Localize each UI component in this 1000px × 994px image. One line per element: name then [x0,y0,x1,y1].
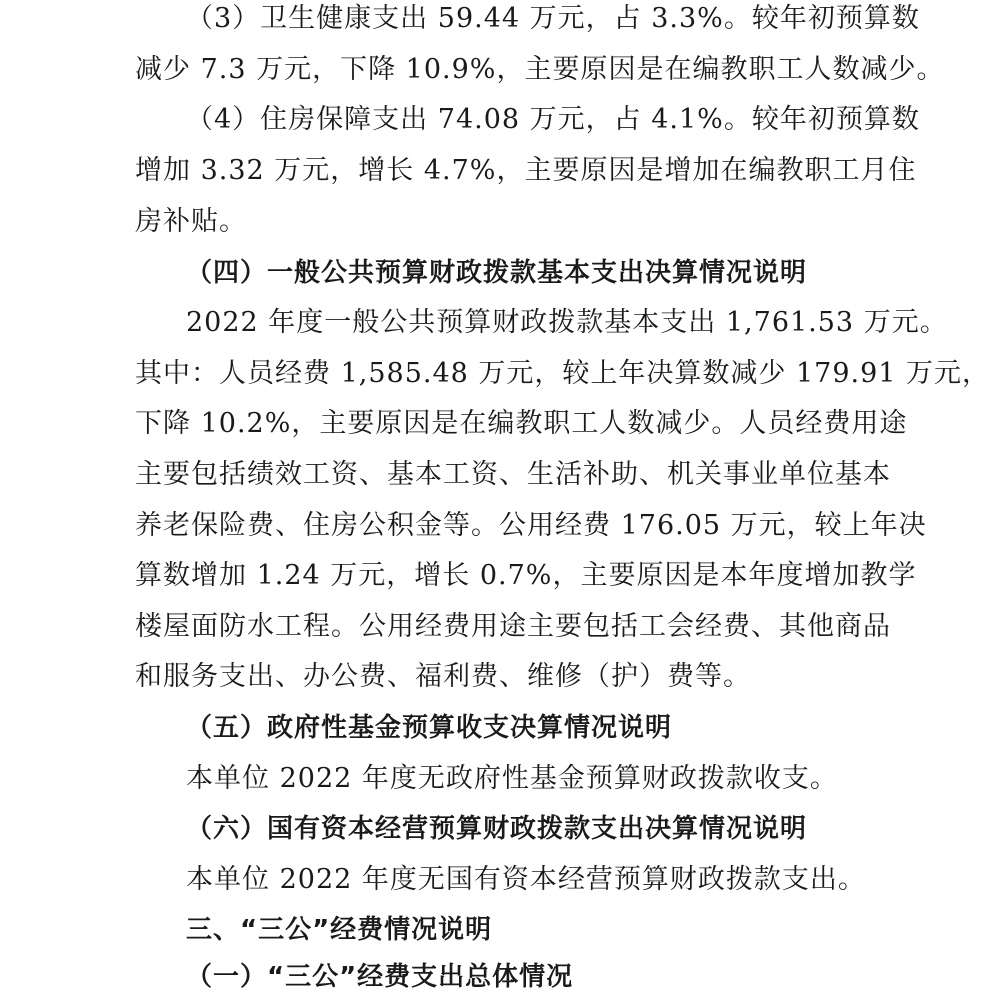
paragraph-basic-line-4: 主要包括绩效工资、基本工资、生活补助、机关事业单位基本 [135,459,891,490]
paragraph-basic-line-2: 其中：人员经费 1,585.48 万元，较上年决算数减少 179.91 万元， [135,358,991,389]
paragraph-housing-line-2: 增加 3.32 万元，增长 4.7%，主要原因是增加在编教职工月住 [135,155,917,186]
paragraph-government-fund: 本单位 2022 年度无政府性基金预算财政拨款收支。 [186,763,838,794]
paragraph-health-line-1: （3）卫生健康支出 59.44 万元，占 3.3%。较年初预算数 [186,3,920,34]
paragraph-housing-line-1: （4）住房保障支出 74.08 万元，占 4.1%。较年初预算数 [186,104,920,135]
paragraph-state-capital: 本单位 2022 年度无国有资本经营预算财政拨款支出。 [186,864,866,895]
paragraph-basic-line-3: 下降 10.2%，主要原因是在编教职工人数减少。人员经费用途 [135,408,908,439]
section-heading-three-public-overview: （一）“三公”经费支出总体情况 [186,962,574,992]
paragraph-health-line-2: 减少 7.3 万元，下降 10.9%，主要原因是在编教职工人数减少。 [135,54,945,85]
section-heading-government-fund: （五）政府性基金预算收支决算情况说明 [186,713,673,743]
paragraph-housing-line-3: 房补贴。 [135,206,247,237]
paragraph-basic-line-6: 算数增加 1.24 万元，增长 0.7%，主要原因是本年度增加教学 [135,560,917,591]
paragraph-basic-line-7: 楼屋面防水工程。公用经费用途主要包括工会经费、其他商品 [135,611,891,642]
paragraph-basic-line-5: 养老保险费、住房公积金等。公用经费 176.05 万元，较上年决 [135,510,927,541]
chapter-heading-three-public: 三、“三公”经费情况说明 [186,915,493,945]
section-heading-state-capital: （六）国有资本经营预算财政拨款支出决算情况说明 [186,814,808,844]
paragraph-basic-line-8: 和服务支出、办公费、福利费、维修（护）费等。 [135,661,751,692]
paragraph-basic-line-1: 2022 年度一般公共预算财政拨款基本支出 1,761.53 万元。 [186,307,948,338]
section-heading-basic-expenditure: （四）一般公共预算财政拨款基本支出决算情况说明 [186,258,808,288]
